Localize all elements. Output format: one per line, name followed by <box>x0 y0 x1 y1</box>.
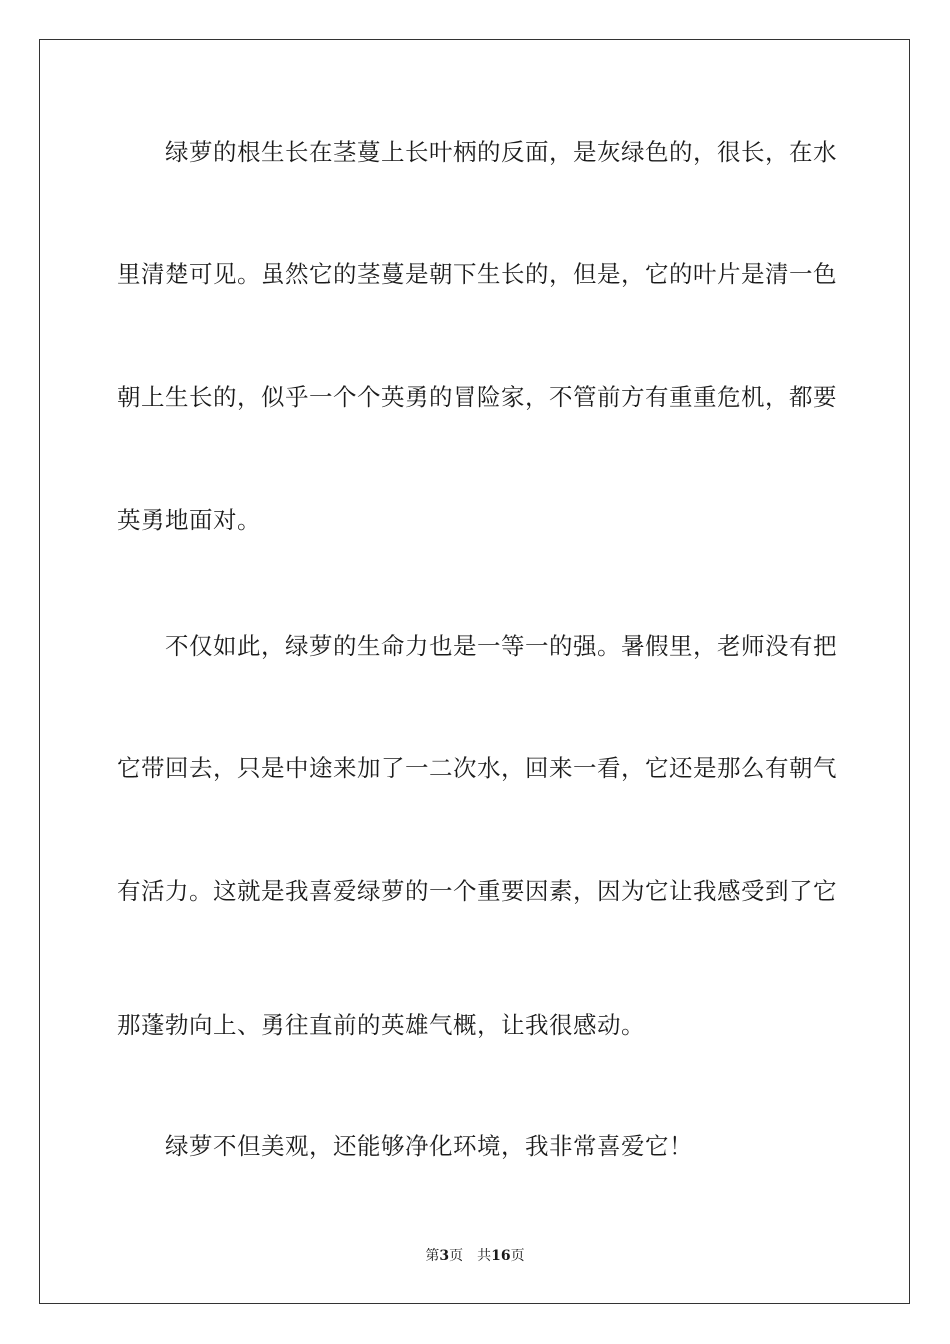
paragraph-2-line-3: 有活力。这就是我喜爱绿萝的一个重要因素，因为它让我感受到了它 <box>117 877 837 905</box>
paragraph-1-line-2: 里清楚可见。虽然它的茎蔓是朝下生长的，但是，它的叶片是清一色 <box>117 260 837 288</box>
paragraph-2-line-4: 那蓬勃向上、勇往直前的英雄气概，让我很感动。 <box>117 1011 645 1039</box>
footer-total-prefix: 共 <box>477 1248 492 1264</box>
paragraph-2-line-1: 不仅如此，绿萝的生命力也是一等一的强。暑假里，老师没有把 <box>165 632 837 660</box>
page-border <box>39 39 910 1304</box>
paragraph-2-line-2: 它带回去，只是中途来加了一二次水，回来一看，它还是那么有朝气 <box>117 754 837 782</box>
paragraph-1-line-3: 朝上生长的，似乎一个个英勇的冒险家，不管前方有重重危机，都要 <box>117 383 837 411</box>
footer-page-number: 3 <box>439 1248 450 1264</box>
paragraph-1-line-1: 绿萝的根生长在茎蔓上长叶柄的反面，是灰绿色的，很长，在水 <box>165 138 837 166</box>
paragraph-3-line-1: 绿萝不但美观，还能够净化环境，我非常喜爱它！ <box>165 1132 693 1160</box>
page-footer <box>0 1247 950 1265</box>
footer-page-prefix: 第 <box>425 1248 440 1264</box>
footer-page-suffix: 页 <box>449 1248 464 1264</box>
footer-total-pages: 16 <box>491 1248 511 1264</box>
paragraph-1-line-4: 英勇地面对。 <box>117 506 261 534</box>
footer-total-suffix: 页 <box>510 1248 525 1264</box>
